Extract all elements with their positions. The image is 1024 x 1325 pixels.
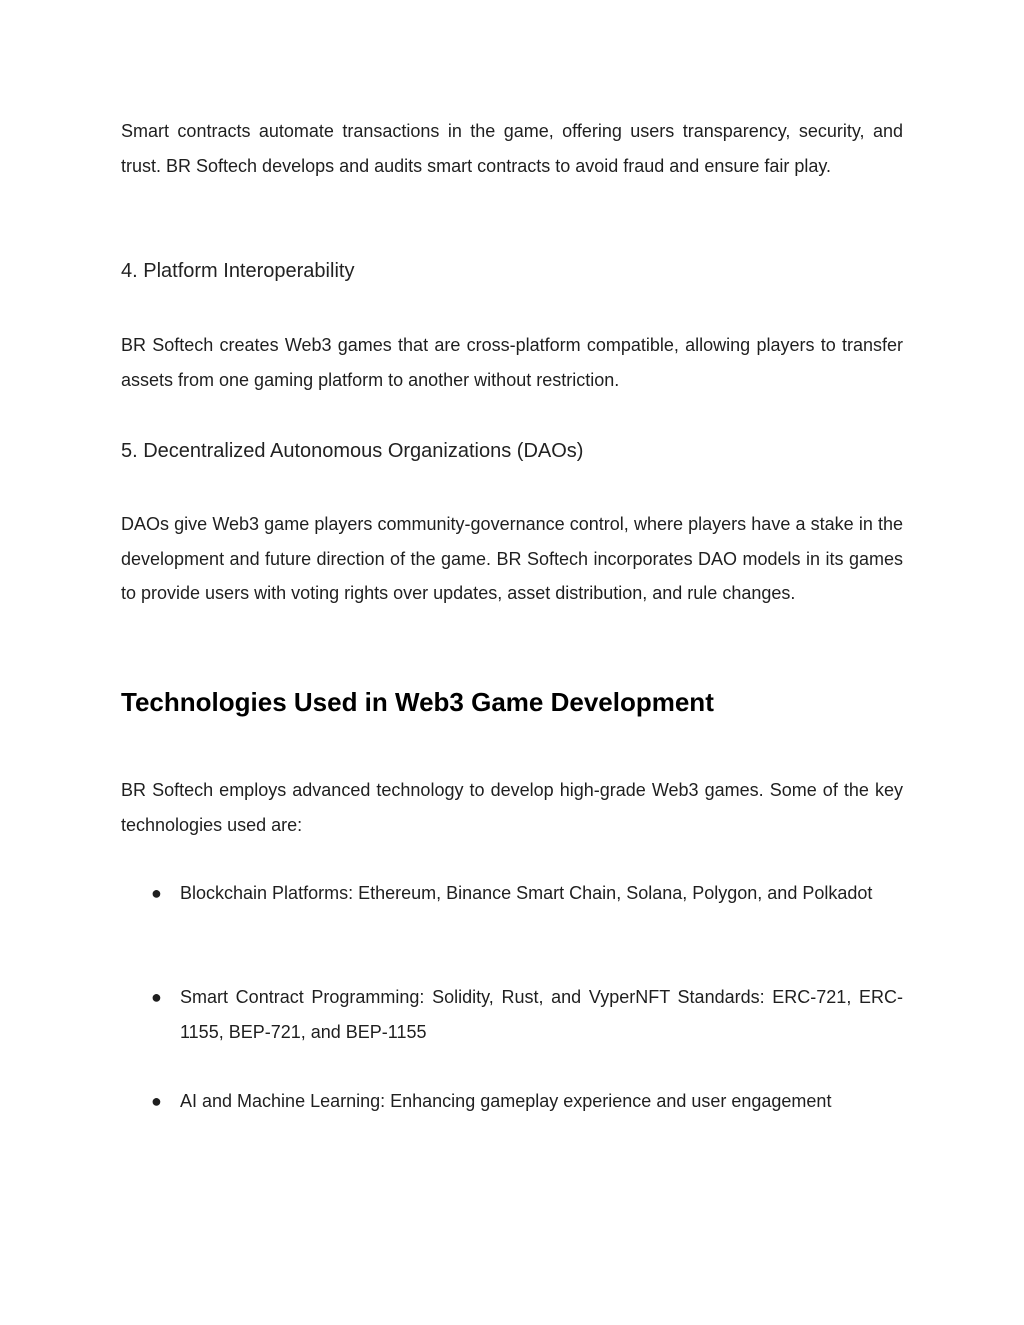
heading-daos: 5. Decentralized Autonomous Organizations (DAOs) bbox=[121, 440, 584, 462]
paragraph-technologies-intro: BR Softech employs advanced technology to develop high-grade Web3 games. Some of the key technologies used are: bbox=[121, 780, 903, 835]
paragraph-interoperability: BR Softech creates Web3 games that are cross-platform compatible, allowing players to transfer assets from one gaming platform to another without restriction. bbox=[121, 335, 903, 390]
heading-technologies-used: Technologies Used in Web3 Game Development bbox=[121, 687, 714, 717]
bullet-icon: ● bbox=[151, 1091, 162, 1111]
heading-platform-interoperability: 4. Platform Interoperability bbox=[121, 260, 355, 282]
list-item-text: Smart Contract Programming: Solidity, Rust, and VyperNFT Standards: ERC-721, ERC-1155, BEP-721, and BEP-1155 bbox=[180, 987, 903, 1042]
bullet-icon: ● bbox=[151, 987, 162, 1007]
list-item-text: AI and Machine Learning: Enhancing gameplay experience and user engagement bbox=[180, 1091, 832, 1111]
paragraph-daos: DAOs give Web3 game players community-governance control, where players have a stake in the development and future direction of the game. BR Softech incorporates DAO models in its games to provide users with voting rights over updates, asset distribution, and rule changes. bbox=[121, 514, 903, 604]
paragraph-smart-contracts: Smart contracts automate transactions in the game, offering users transparency, security, and trust. BR Softech develops and audits smart contracts to avoid fraud and ensure fair play. bbox=[121, 121, 903, 176]
list-item-text: Blockchain Platforms: Ethereum, Binance Smart Chain, Solana, Polygon, and Polkadot bbox=[180, 883, 873, 903]
bullet-icon: ● bbox=[151, 883, 162, 903]
